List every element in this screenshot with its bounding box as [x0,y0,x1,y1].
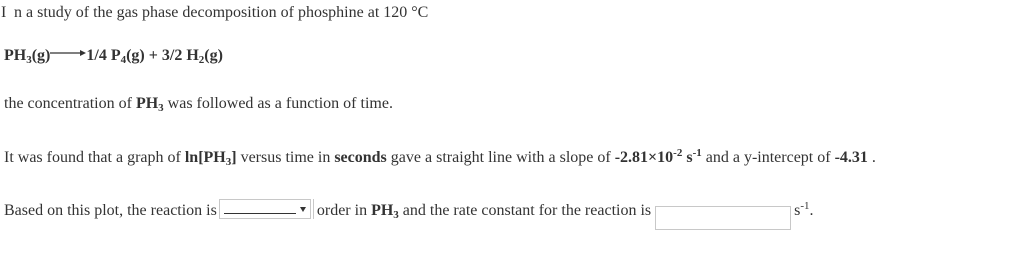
product-1-subscript: 4 [120,54,127,66]
clipped-letter: I [1,4,7,21]
ln-ph3-subscript: 3 [225,156,232,168]
slope-unit-exponent: -1 [692,147,702,159]
reactant: PH [4,47,27,64]
question-line [4,199,814,230]
graph-text-3: gave a straight line with a slope of [386,149,615,166]
intro-line [1,3,429,23]
species-ph3-q: PH [371,202,394,219]
rate-unit: s [794,202,801,219]
ln-ph3: ln[PH [184,149,226,166]
product-2-state: (g) [204,47,223,64]
rate-unit-exponent: -1 [800,200,810,212]
graph-text-6: . [867,149,876,166]
ln-close: ] [231,149,237,166]
order-select[interactable] [219,199,311,219]
chevron-down-icon [298,204,308,214]
species-ph3-subscript: 3 [158,102,164,114]
reactant-subscript: 3 [26,54,32,66]
graph-text-1: It was found that a graph of [4,149,185,166]
rate-constant-input[interactable] [655,206,791,230]
slope-exponent: -2 [673,147,683,159]
species-ph3-q-subscript: 3 [393,209,399,221]
seconds-word: seconds [334,149,387,166]
slope-unit: s [682,149,693,166]
graph-description-line [4,148,876,168]
reaction-arrow-icon [50,48,86,58]
order-select-blank [224,213,296,214]
concentration-text-start: the concentration of [4,95,136,112]
rate-unit-period: . [809,202,814,219]
reactant-state: (g) [31,47,51,64]
graph-text-2: versus time in [236,149,335,166]
product-2-subscript: 2 [198,54,205,66]
question-text-3: and the rate constant for the reaction is [398,202,652,219]
graph-text-5: and a y-intercept of [701,149,835,166]
intercept-value: -4.31 [834,149,868,166]
concentration-text-end: was followed as a function of time. [163,95,393,112]
reaction-equation [4,46,223,66]
select-divider [313,199,314,219]
product-1-state: (g) + 3/2 H [126,47,199,64]
slope-value: -2.81×10 [614,149,674,166]
question-text-2: order in [316,202,372,219]
species-ph3: PH [135,95,159,112]
intro-text: n a study of the gas phase decomposition of phosphine at 120 °C [14,4,429,21]
question-text-1: Based on this plot, the reaction is [4,202,217,219]
concentration-line [4,94,393,114]
product-1: 1/4 P [86,47,121,64]
